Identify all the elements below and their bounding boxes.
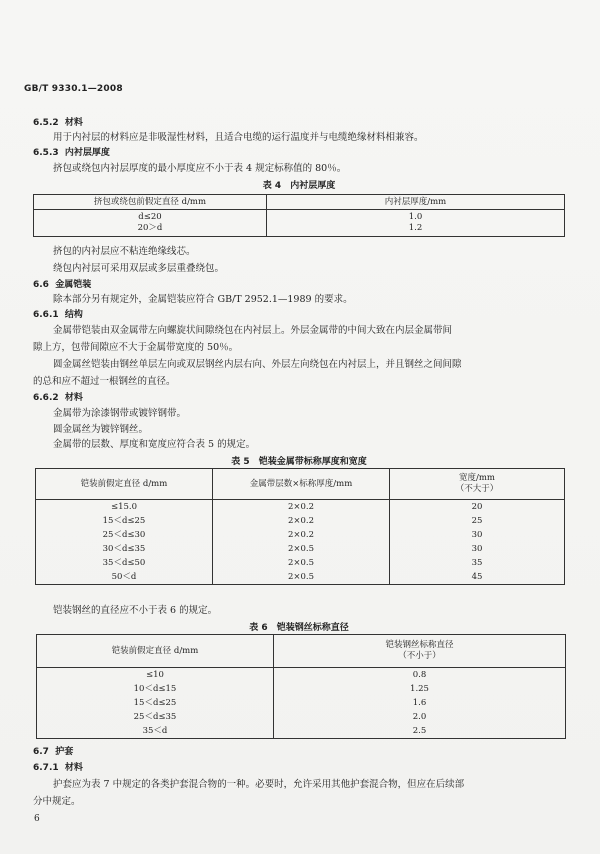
section-title: 材料 bbox=[64, 393, 83, 403]
section-6-5-3-heading bbox=[33, 147, 110, 160]
paragraph: 金属带的层数、厚度和宽度应符合表 5 的规定。 bbox=[53, 439, 256, 450]
table-cell: 2.0 bbox=[274, 710, 566, 724]
table-6 bbox=[36, 634, 566, 739]
header-line: （不小于） bbox=[398, 651, 441, 661]
section-title: 金属铠装 bbox=[55, 280, 92, 290]
table-5-caption: 表 5 铠装金属带标称厚度和宽度 bbox=[231, 457, 367, 467]
section-title: 护套 bbox=[55, 747, 74, 757]
section-number: 6.7 bbox=[33, 747, 49, 757]
table-6-caption: 表 6 铠装钢丝标称直径 bbox=[249, 623, 349, 633]
table-cell: 15＜d≤25 bbox=[37, 696, 274, 710]
section-6-6-text: 除本部分另有规定外，金属铠装应符合 GB/T 2952.1—1989 的要求。 bbox=[53, 294, 353, 305]
section-6-5-2-heading bbox=[33, 117, 83, 130]
paragraph: 圆金属丝铠装由钢丝单层左向或双层钢丝内层右向、外层左向绕包在内衬层上，并且钢丝之间间隙 bbox=[53, 359, 462, 370]
section-6-6-2-heading bbox=[33, 392, 83, 405]
table-header-cell bbox=[274, 635, 566, 668]
section-title: 结构 bbox=[64, 310, 83, 320]
table-cell: 20＞d bbox=[34, 223, 267, 237]
section-6-7-1-heading bbox=[33, 762, 83, 775]
section-title: 材料 bbox=[64, 118, 83, 128]
paragraph: 挤包的内衬层应不粘连绝缘线芯。 bbox=[53, 246, 196, 257]
paragraph: 铠装钢丝的直径应不小于表 6 的规定。 bbox=[53, 605, 218, 616]
table-cell: 30 bbox=[390, 542, 565, 556]
section-6-5-2-text: 用于内衬层的材料应是非吸湿性材料，且适合电缆的运行温度并与电缆绝缘材料相兼容。 bbox=[53, 132, 424, 143]
section-number: 6.7.1 bbox=[33, 763, 59, 773]
table-row bbox=[36, 542, 565, 556]
table-row bbox=[37, 682, 566, 696]
table-4 bbox=[33, 194, 565, 237]
table-cell: 15＜d≤25 bbox=[36, 514, 213, 528]
paragraph: 金属带为涂漆钢带或镀锌钢带。 bbox=[53, 408, 187, 419]
table-row bbox=[37, 710, 566, 724]
table-cell: 2×0.2 bbox=[213, 528, 390, 542]
section-number: 6.6 bbox=[33, 280, 49, 290]
table-cell: 2×0.5 bbox=[213, 556, 390, 570]
section-number: 6.5.3 bbox=[33, 148, 59, 158]
table-header-cell: 金属带层数×标称厚度/mm bbox=[213, 469, 390, 500]
table-row bbox=[37, 696, 566, 710]
table-cell: d≤20 bbox=[34, 210, 267, 224]
section-title: 内衬层厚度 bbox=[64, 148, 110, 158]
table-header-cell: 铠装前假定直径 d/mm bbox=[36, 469, 213, 500]
table-header-cell: 铠装前假定直径 d/mm bbox=[37, 635, 274, 668]
header-line: 铠装钢丝标称直径 bbox=[385, 640, 454, 650]
page-number: 6 bbox=[34, 814, 40, 824]
section-title: 材料 bbox=[64, 763, 83, 773]
paragraph: 金属带铠装由双金属带左向螺旋状间隙绕包在内衬层上。外层金属带的中间大致在内层金属带间 bbox=[53, 325, 453, 336]
table-5 bbox=[35, 468, 565, 585]
paragraph: 护套应为表 7 中规定的各类护套混合物的一种。必要时，允许采用其他护套混合物，但应在后续部 bbox=[53, 779, 465, 790]
table-cell: 45 bbox=[390, 570, 565, 585]
header-line: 宽度/mm bbox=[459, 473, 495, 483]
paragraph: 分中规定。 bbox=[33, 796, 81, 807]
table-header-cell: 内衬层厚度/mm bbox=[267, 195, 565, 210]
section-number: 6.6.2 bbox=[33, 393, 59, 403]
paragraph: 绕包内衬层可采用双层或多层重叠绕包。 bbox=[53, 263, 225, 274]
table-row bbox=[37, 668, 566, 683]
table-row bbox=[36, 528, 565, 542]
section-number: 6.5.2 bbox=[33, 118, 59, 128]
section-6-7-heading bbox=[33, 746, 73, 759]
table-cell: 35＜d bbox=[37, 724, 274, 739]
table-cell: 2×0.2 bbox=[213, 514, 390, 528]
table-cell: 1.25 bbox=[274, 682, 566, 696]
table-cell: 2×0.5 bbox=[213, 570, 390, 585]
table-cell: 25＜d≤35 bbox=[37, 710, 274, 724]
table-row bbox=[36, 556, 565, 570]
table-cell: 1.6 bbox=[274, 696, 566, 710]
section-6-6-1-heading bbox=[33, 309, 83, 322]
table-row bbox=[36, 570, 565, 585]
table-cell: 2×0.5 bbox=[213, 542, 390, 556]
table-cell: 25 bbox=[390, 514, 565, 528]
table-cell: 30＜d≤35 bbox=[36, 542, 213, 556]
table-header-cell bbox=[390, 469, 565, 500]
table-row bbox=[37, 724, 566, 739]
table-cell: 1.0 bbox=[267, 210, 565, 224]
section-6-6-heading bbox=[33, 279, 91, 292]
table-row bbox=[36, 514, 565, 528]
paragraph: 圆金属丝为镀锌钢丝。 bbox=[53, 424, 149, 435]
table-row bbox=[34, 210, 565, 224]
table-cell: 30 bbox=[390, 528, 565, 542]
table-row bbox=[34, 223, 565, 237]
standard-id: GB/T 9330.1—2008 bbox=[24, 84, 123, 94]
table-cell: 2.5 bbox=[274, 724, 566, 739]
table-cell: 35＜d≤50 bbox=[36, 556, 213, 570]
table-row bbox=[36, 500, 565, 515]
section-number: 6.6.1 bbox=[33, 310, 59, 320]
section-6-5-3-text: 挤包或绕包内衬层厚度的最小厚度应不小于表 4 规定标称值的 80％。 bbox=[53, 163, 347, 174]
table-4-caption: 表 4 内衬层厚度 bbox=[262, 181, 336, 191]
paragraph: 的总和应不超过一根钢丝的直径。 bbox=[33, 376, 176, 387]
paragraph: 隙上方，包带间隙应不大于金属带宽度的 50％。 bbox=[33, 342, 239, 353]
table-header-cell: 挤包或绕包前假定直径 d/mm bbox=[34, 195, 267, 210]
table-cell: 50＜d bbox=[36, 570, 213, 585]
header-line: （不大于） bbox=[455, 484, 499, 494]
table-cell: 20 bbox=[390, 500, 565, 515]
table-cell: 0.8 bbox=[274, 668, 566, 683]
table-cell: ≤15.0 bbox=[36, 500, 213, 515]
table-cell: 2×0.2 bbox=[213, 500, 390, 515]
table-cell: 25＜d≤30 bbox=[36, 528, 213, 542]
table-cell: 10＜d≤15 bbox=[37, 682, 274, 696]
table-cell: 35 bbox=[390, 556, 565, 570]
table-cell: ≤10 bbox=[37, 668, 274, 683]
table-cell: 1.2 bbox=[267, 223, 565, 237]
